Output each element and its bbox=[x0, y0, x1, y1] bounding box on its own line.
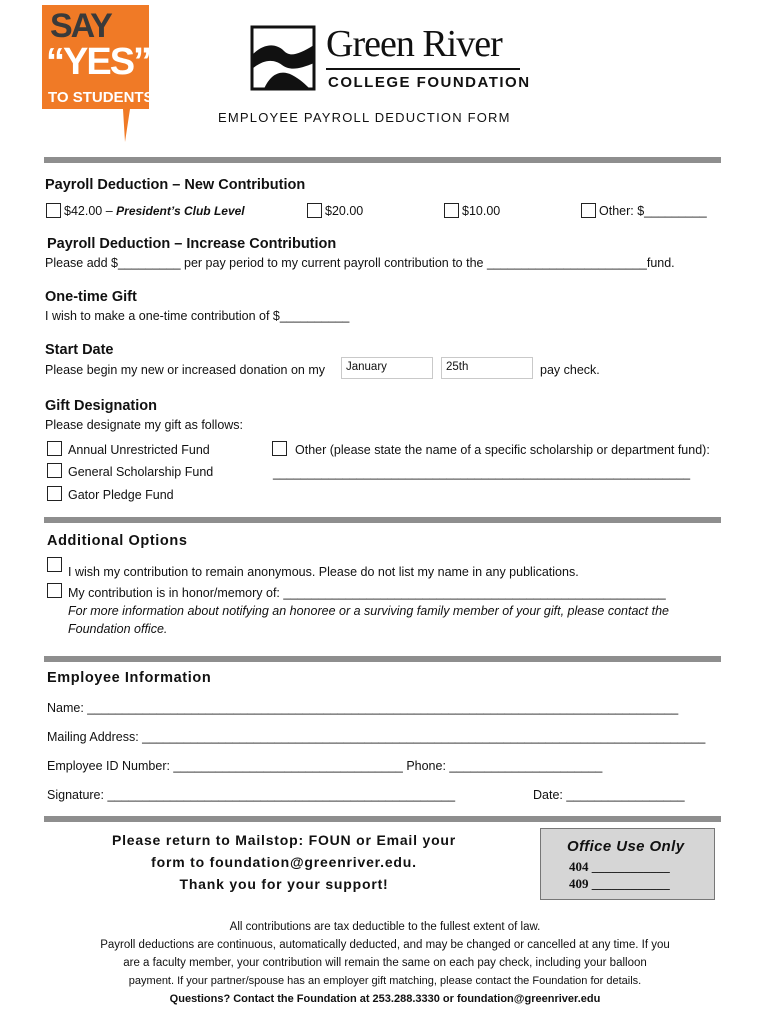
checkbox-anonymous[interactable] bbox=[47, 557, 62, 572]
option-10-label: $10.00 bbox=[462, 204, 501, 218]
checkbox-other[interactable] bbox=[581, 203, 596, 218]
footer-line-1: All contributions are tax deductible to the fullest extent of law. bbox=[229, 921, 541, 933]
start-date-heading: Start Date bbox=[45, 342, 114, 358]
footer bbox=[0, 918, 770, 1008]
honor-note-2: Foundation office. bbox=[68, 622, 168, 636]
checkbox-honor[interactable] bbox=[47, 583, 62, 598]
one-time-text: I wish to make a one-time contribution of $__________ bbox=[45, 309, 350, 323]
office-use-box bbox=[540, 828, 715, 900]
start-day-field[interactable]: 25th bbox=[441, 357, 533, 379]
footer-line-5: Questions? Contact the Foundation at 253.288.3330 or foundation@greenriver.edu bbox=[169, 993, 601, 1005]
option-other-label: Other: $_________ bbox=[599, 204, 707, 218]
employee-date-field[interactable]: Date: _________________ bbox=[533, 788, 685, 802]
rule-4 bbox=[44, 816, 721, 822]
start-date-text: Please begin my new or increased donation on my bbox=[45, 363, 326, 377]
rule-3 bbox=[44, 656, 721, 662]
badge-to-students: TO STUDENTS! bbox=[48, 89, 159, 106]
badge-yes: “YES” bbox=[46, 41, 151, 83]
honor-label: My contribution is in honor/memory of: _______________________________________________________ bbox=[68, 586, 666, 600]
office-404-line: 404 ____________ bbox=[569, 859, 670, 874]
return-line-3: Thank you for your support! bbox=[179, 876, 389, 892]
anonymous-label: I wish my contribution to remain anonymous. Please do not list my name in any publications. bbox=[68, 565, 579, 579]
employee-id-phone-field[interactable]: Employee ID Number: _________________________________ Phone: ______________________ bbox=[47, 759, 603, 773]
one-time-heading: One-time Gift bbox=[45, 289, 137, 305]
option-42-label bbox=[64, 204, 245, 218]
designation-text: Please designate my gift as follows: bbox=[45, 418, 244, 432]
new-contribution-heading: Payroll Deduction – New Contribution bbox=[45, 177, 306, 193]
employee-address-field[interactable]: Mailing Address: _________________________________________________________________________________ bbox=[47, 730, 706, 744]
checkbox-20[interactable] bbox=[307, 203, 322, 218]
option-42-level: President’s Club Level bbox=[116, 204, 245, 218]
checkbox-42[interactable] bbox=[46, 203, 61, 218]
river-emblem-icon bbox=[250, 25, 316, 91]
green-river-logo bbox=[250, 23, 531, 94]
checkbox-designation-other[interactable] bbox=[272, 441, 287, 456]
checkbox-gator[interactable] bbox=[47, 486, 62, 501]
return-line-1: Please return to Mailstop: FOUN or Email your bbox=[111, 832, 457, 848]
option-20-label: $20.00 bbox=[325, 204, 364, 218]
checkbox-annual[interactable] bbox=[47, 441, 62, 456]
employee-name-field[interactable]: Name: _____________________________________________________________________________________ bbox=[47, 701, 679, 715]
return-instructions bbox=[70, 829, 498, 895]
designation-other-label: Other (please state the name of a specific scholarship or department fund): bbox=[295, 443, 710, 457]
rule-2 bbox=[44, 517, 721, 523]
employee-heading: Employee Information bbox=[47, 670, 212, 686]
additional-heading: Additional Options bbox=[47, 533, 188, 549]
logo-divider bbox=[326, 68, 520, 70]
badge-say: SAY bbox=[50, 7, 111, 45]
office-409-line: 409 ____________ bbox=[569, 876, 670, 891]
logo-sub: COLLEGE FOUNDATION bbox=[328, 74, 531, 91]
employee-signature-field[interactable]: Signature: __________________________________________________ bbox=[47, 788, 456, 802]
start-month-field[interactable]: January bbox=[341, 357, 433, 379]
checkbox-scholarship[interactable] bbox=[47, 463, 62, 478]
gator-label: Gator Pledge Fund bbox=[68, 488, 174, 502]
checkbox-10[interactable] bbox=[444, 203, 459, 218]
office-use-title: Office Use Only bbox=[567, 838, 685, 855]
designation-heading: Gift Designation bbox=[45, 398, 157, 414]
footer-line-3: are a faculty member, your contribution will remain the same on each pay check, including your balloon bbox=[123, 957, 647, 969]
form-title: EMPLOYEE PAYROLL DEDUCTION FORM bbox=[218, 110, 511, 125]
scholarship-label: General Scholarship Fund bbox=[68, 465, 214, 479]
say-yes-badge bbox=[42, 5, 159, 142]
rule-1 bbox=[44, 157, 721, 163]
option-42-amount: $42.00 – bbox=[64, 204, 117, 218]
annual-label: Annual Unrestricted Fund bbox=[68, 443, 210, 457]
start-date-suffix: pay check. bbox=[540, 363, 600, 377]
footer-line-2: Payroll deductions are continuous, automatically deducted, and may be changed or cancelled at any time. If you bbox=[100, 939, 670, 951]
increase-heading: Payroll Deduction – Increase Contribution bbox=[47, 236, 337, 252]
designation-other-line[interactable]: ____________________________________________________________ bbox=[273, 466, 691, 480]
logo-name: Green River bbox=[326, 23, 502, 65]
footer-line-4: payment. If your partner/spouse has an employer gift matching, please contact the Foundation for details. bbox=[128, 975, 642, 987]
increase-text: Please add $_________ per pay period to my current payroll contribution to the _______________________fund. bbox=[45, 256, 675, 270]
return-line-2: form to foundation@greenriver.edu. bbox=[151, 854, 417, 870]
honor-note-1: For more information about notifying an honoree or a surviving family member of your gift, please contact the bbox=[68, 604, 669, 618]
